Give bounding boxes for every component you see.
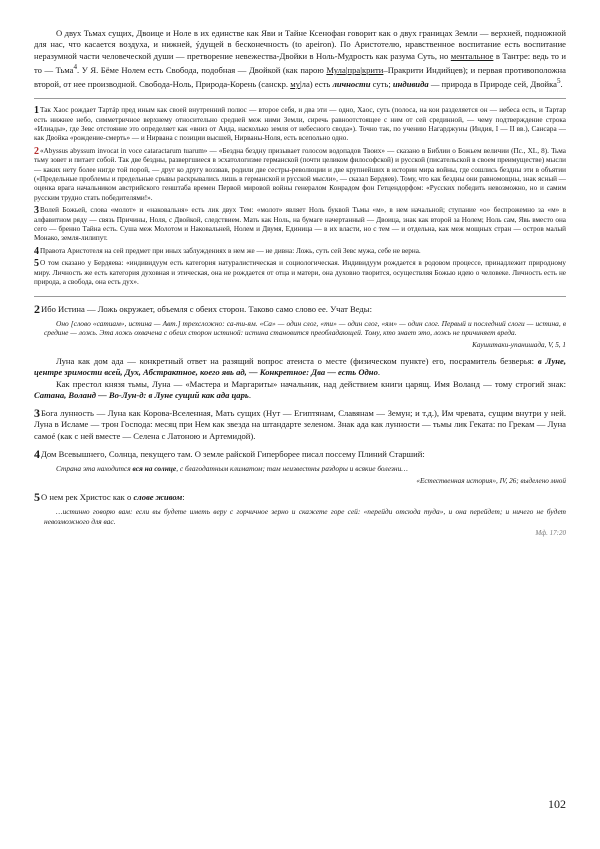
intro-part3: . У Я. Бёме Нолем есть Свобода, подобная — Двойкой (как парою xyxy=(77,64,324,75)
pliny-quote-bold: вся на солнце xyxy=(132,464,177,474)
pliny-quote-c: , с благодатным климатом; там неизвестны раздоры и всякие болезни… xyxy=(176,464,408,474)
divider-bottom xyxy=(34,296,566,297)
moon-p2-text: Как престол князя тьмы, Луна — «Мастера и Маргариты» начальник, над действием книги царящ. Имя Воланд — тому строгий знак: xyxy=(56,378,566,389)
moon-p1-text: Луна как дом ада — конкретный ответ на разящий вопрос атеиста о месте (физическом пункте) его, посрамитель безверья: xyxy=(56,356,535,366)
moon-p2-end: . xyxy=(248,389,251,400)
gospel-quote-source: Мф. 17:20 xyxy=(535,529,566,538)
section-2-text: Ибо Истина — Ложь окружает, объемля с обеих сторон. Таково само слово ее. Учат Веды: xyxy=(41,303,372,314)
intro-underlined-1: ментальное xyxy=(450,50,494,61)
intro-underlined-3: пра xyxy=(347,64,361,75)
pliny-quote-source: «Естественная история», IV, 26; выделено мной xyxy=(416,476,566,485)
intro-part5: |ла) есть xyxy=(299,78,331,89)
footnote-number: 1 xyxy=(34,105,39,117)
spacer xyxy=(34,485,566,492)
pliny-quote xyxy=(44,464,566,474)
section-4-text: Дом Всевышнего, Солнца, пекущего там. О земле райской Гиперборее писал поссему Плиний Старший: xyxy=(41,449,425,460)
intro-footnote-ref-5: 5 xyxy=(556,77,561,86)
footnote-4 xyxy=(34,247,566,256)
moon-paragraph-1 xyxy=(34,356,566,379)
intro-underlined-4: крити xyxy=(361,64,384,75)
section-3-paragraph xyxy=(34,408,566,442)
page-number: 102 xyxy=(548,797,566,811)
intro-footnote-ref-4: 4 xyxy=(73,62,78,71)
footnote-text: Так Хаос рождает Тартáр пред иным как своей внутренний полюс — второе себя, и два эти — одно, Хаос, суть (полоса, на кои разделяется он — небеса есть, и Тартар есть нижнее небо, симметричное верхнему относительно средней меж ними Земли, сиречь равноотстоящее с ним от сей срединной, — чему подтверждение строка «Илиады», где Зевс отстояние это определяет как «вниз от Аида, насколько земля от небесного свода»). Точно так, по учению Нагарджуны (Индия, I — II вв.), Сансара — как Двойка «рождение-смерть» — и Нирвана с позиции высшей, Нирваны-Ноля, есть всепольно одно. xyxy=(34,106,566,143)
intro-part1: О двух Тьмах сущих, Двоице и Ноле в их единстве как Яви и Тайне Ксенофан говорит как о двух границах Земли — верхней, подножной для нас, что касается воздуха, и нижней, ýдущей в бесконечность (to apeiron). По Аристотелю, нравственное воспитание есть воспитание неразумной части человеческой души — претворение невежества-Двойки в Ноль-Мудрость как разума Суть, но xyxy=(34,28,566,61)
footnote-2 xyxy=(34,147,566,203)
moon-paragraph-2 xyxy=(34,379,566,402)
intro-part6: суть; xyxy=(372,78,391,89)
footnote-text: Правота Аристотеля на сей предмет при иных заблуждениях в нем же — не дивна: Ложь, суть сей Зевс мужа, себе не верна. xyxy=(40,246,421,255)
intro-bold-personality: личности xyxy=(332,78,371,89)
section-5-emphasis: слове живом xyxy=(133,491,183,502)
veda-quote: Оно [слово «сатиам», истина — Авт.] трехсложно: са-ти-ям. «Са» — один слог, «ти» — один слог, «ям» — один слог. Первый и последний слоги — истина, в средине — ложь. Эта ложь охвачена с обеих сторон истиной: истина становится преобладающей. Тому, кто знает это, ложь не причиняет вреда. xyxy=(44,318,566,338)
section-number: 2 xyxy=(34,301,40,316)
divider-top xyxy=(34,98,566,99)
footnotes-block xyxy=(34,106,566,287)
moon-p1-end: . xyxy=(377,367,381,378)
section-5-paragraph xyxy=(34,489,566,504)
footnote-number: 3 xyxy=(34,205,39,217)
intro-paragraph: О двух Тьмах сущих, Двоице и Ноле в их единстве как Яви и Тайне Ксенофан говорит как о двух границах Земли — верхней, подножной для нас, что касается воздуха, и нижней, ýдущей в бесконечность (to apeiron). По Аристотелю, нравственное воспитание есть воспитание неразумной части человеческой души — претворение невежества-Двойки в Ноль-Мудрость как разума Суть, но ментальное в Тантре: ведь то и то — Тьма$^4$. У Я. Бёме Нолем есть Свобода, подобная — Двойкой (как парою Мула|пра|крити–Пракрити Индийцев); и первая противоположна второй, от нее производной. Свобода-Ноль, Природа-Корень (санскр. му|ла) есть личности суть; индивида — природа в Природе сей, Двойка$^5$. xyxy=(34,28,566,89)
intro-part7: — природа в Природе сей, Двойка xyxy=(430,78,557,89)
intro-underlined-5: му xyxy=(290,78,300,89)
section-2-paragraph xyxy=(34,301,566,316)
footnote-number: 5 xyxy=(34,258,39,270)
section-number: 4 xyxy=(34,447,40,462)
veda-quote-source: Каушитаки-упанишада, V, 5, 1 xyxy=(472,341,566,349)
section-4-paragraph xyxy=(34,449,566,460)
footnote-number: 2 xyxy=(34,145,39,157)
moon-p2-emphasis: Сатана, Воланд — Во-Лун-д: в Луне сущий как ада царь xyxy=(34,389,249,400)
footnote-number: 4 xyxy=(34,245,39,257)
intro-part4: –Пракрити Индийцев); и первая противоположна второй, от нее производной. Свобода-Ноль, Природа-Корень (санскр. xyxy=(34,64,566,89)
footnote-1 xyxy=(34,106,566,144)
intro-part8: . xyxy=(560,78,563,89)
section-5-end: : xyxy=(182,491,185,502)
intro-underlined-2: Мула xyxy=(326,64,346,75)
intro-part2: в Тантре: ведь то и то — Тьма xyxy=(34,50,566,75)
footnote-text: Волей Божьей, слова «молот» и «наковальня» есть лик двух Тем: «молот» являет Ноль буквой Тьмы «м», в нем начальной; ступание «о» беспрожемно за «м» в алфавитном ряду — связь Причины, Ноля, с Двойкой, следствием. Мать как Ноль, на бумаге начертанный — Двоица, знак как второй за Нолем; Ноль сам, Явь вместо она сего — бренно Тайна есть. Суша меж Молотом и Наковальней, Нолем и Двумя, Единица — в их власти, но с тем — и отдельна, как меж мощных стран — остров малый Монако, земля-лилипут. xyxy=(34,206,566,243)
section-number: 3 xyxy=(34,406,40,421)
gospel-quote: …истинно говорю вам: если вы будете иметь веру с горчичное зерно и скажете горе сей: «перейди отсюда туда», и она перейдет; и ничего не будет невозможного для вас. xyxy=(44,507,566,526)
intro-bold-individual: индивида xyxy=(392,78,429,89)
footnote-text: О том сказано у Бердяева: «индивидуум есть категория натуралистическая и социологическая. Индивидуум рождается в родовом процессе, принадлежит природному миру. Личность же есть категория духовная и этическая, она не рождается от отца и матери, она духовно творится, осуществляя Божью идею о человеке. Личность есть не природа, а свобода, она есть дух». xyxy=(34,259,566,287)
pliny-quote-a: Страна эта находится xyxy=(56,464,131,474)
footnote-text: «Abyssus abyssum invocat in voce cataractarum tuarum» — «Бездна бездну призывает голосом водопадов Твоих» — сказано в Библии о Божьем величии (Пс., XL, 8). Тьма тьму зовет и питает собой. Так две бездны, развергшиеся в эсхатологизме германской (почти целиком философской) и русской (писательской в своем преимуществе) мысли — каких нету более нигде той порой, — друг ко другу воззвав, родили две сестры-революции и две крупнейших в истории мира войны, где сошлись бездны эти в объятии («Предельные проблемы и предельные срывы раскрывались лишь в германской и русской мысли», — сказал Бердяев). Тому, что как бездны они равномощны, знак ясный — оценка врага начальником австрийского генштаба времен Первой мировой войны генералом Конрадом фон Гетцендорфом: «Русских победить невозможно, но и самим русским трудно стать победителями!». xyxy=(34,146,566,202)
moon-p1-emphasis: в Луне, центре зримости всей, Дух, Абстрактное, коего явь ад, — Конкретное: Два — есть Одно xyxy=(34,356,566,378)
section-3-text: Бога лунность — Луна как Корова-Вселенная, Мать сущих (Нут — Египтянам, Славянам — Земун; и т.д.), Им чревата, сущим внутри у ней. Луна в Исламе — трон Господа: месяц при Нем как звезда на штандарте зеленом. Знак ада как лунности — тьмы лик Геката: по Грекам — Луна самоé (как с ней вместе — Селена с Латоною и Артемидой). xyxy=(34,408,566,441)
section-number: 5 xyxy=(34,489,40,504)
footnote-3 xyxy=(34,206,566,244)
section-5-text: О нем рек Христос как о xyxy=(41,491,132,502)
spacer xyxy=(34,349,566,356)
footnote-5 xyxy=(34,259,566,287)
